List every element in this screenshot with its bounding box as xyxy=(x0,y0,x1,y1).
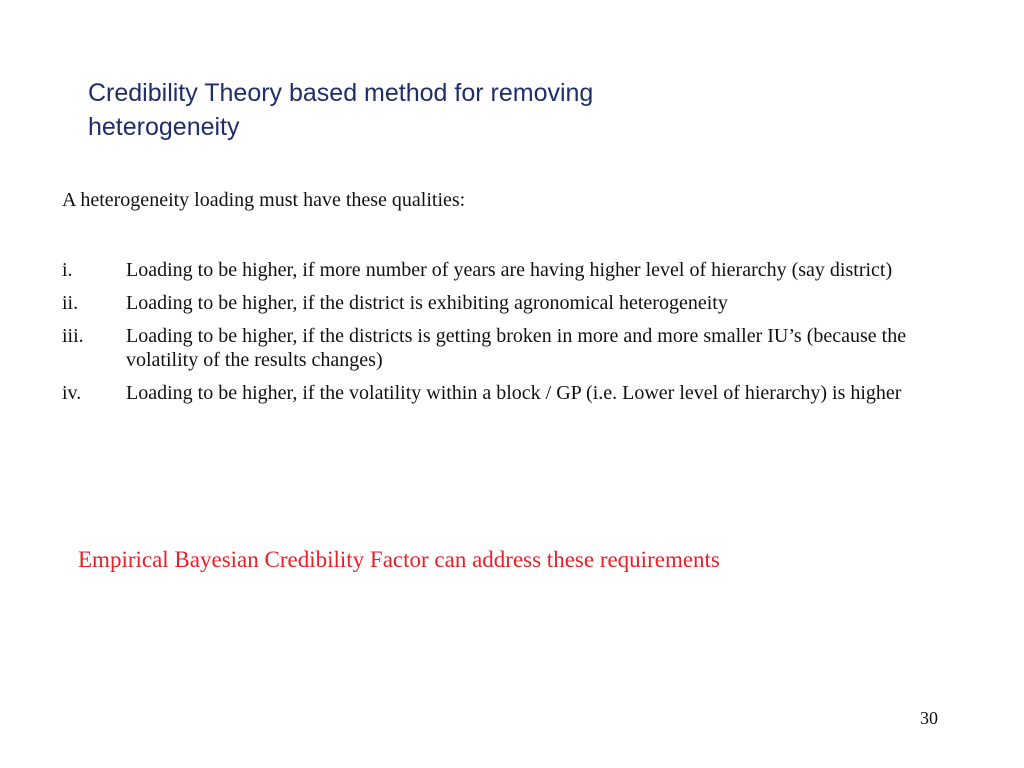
slide-title: Credibility Theory based method for removing heterogeneity xyxy=(88,79,594,141)
requirement-item xyxy=(62,291,952,315)
page-number: 30 xyxy=(920,708,938,728)
requirement-marker: ii. xyxy=(62,292,79,314)
requirement-text: Loading to be higher, if the district is exhibiting agronomical heterogeneity xyxy=(126,292,728,314)
requirement-marker: i. xyxy=(62,259,73,281)
requirement-text: Loading to be higher, if the volatility within a block / GP (i.e. Lower level of hierarchy) is higher xyxy=(126,382,902,404)
requirement-text: Loading to be higher, if more number of years are having higher level of hierarchy (say district) xyxy=(126,259,893,281)
conclusion-text: Empirical Bayesian Credibility Factor can address these requirements xyxy=(78,547,720,572)
requirements-list xyxy=(62,258,952,414)
requirement-item xyxy=(62,324,952,372)
requirement-item xyxy=(62,381,952,405)
requirement-marker: iv. xyxy=(62,382,82,404)
requirement-text: Loading to be higher, if the districts is getting broken in more and more smaller IU’s (because the volatility of the results changes) xyxy=(126,325,907,371)
requirement-item xyxy=(62,258,952,282)
intro-text: A heterogeneity loading must have these qualities: xyxy=(62,189,466,211)
requirement-marker: iii. xyxy=(62,325,84,347)
